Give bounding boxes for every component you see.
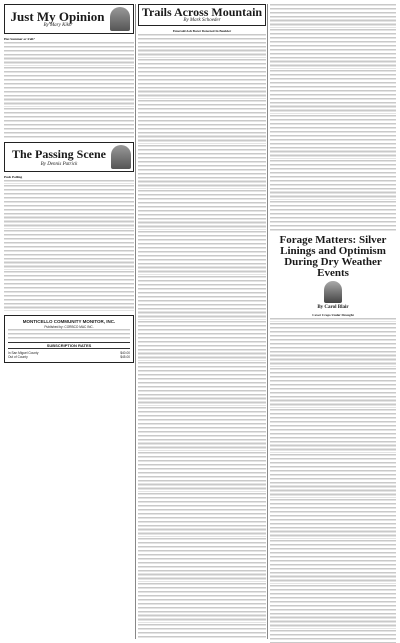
opinion-byline: By Mary Kiko xyxy=(43,22,72,28)
opinion-title: Just My Opinion xyxy=(10,8,105,24)
forage-title: Forage Matters: Silver Linings and Optimism During Dry Weather Events xyxy=(279,234,387,280)
forage-byline: By Carol Blair xyxy=(317,305,349,311)
publication-name: MONTICELLO COMMUNITY MONITOR, INC. xyxy=(22,318,116,324)
forage-header xyxy=(270,235,396,310)
column-right xyxy=(270,4,396,643)
forage-subhead: Cover Crops Under Drought xyxy=(312,313,354,318)
rate-row: Out of County $45.00 xyxy=(8,355,130,360)
passing-scene-title: The Passing Scene xyxy=(11,147,106,162)
subscription-rates-title: SUBSCRIPTION RATES xyxy=(8,342,130,349)
author-photo xyxy=(110,7,130,31)
passing-scene-subhead: Push Polling xyxy=(4,175,23,180)
trails-masthead xyxy=(138,4,266,26)
publication-info-box xyxy=(4,315,134,363)
column-middle xyxy=(138,4,266,640)
trails-subhead: Emerald Ash Borer Detected In Boulder xyxy=(172,29,232,33)
publisher-line: Published by: CORBCO MAC INC. xyxy=(44,324,94,329)
column-left xyxy=(4,4,134,363)
passing-scene-masthead xyxy=(4,142,134,172)
author-photo xyxy=(324,281,342,303)
opinion-masthead xyxy=(4,4,134,34)
column-rule xyxy=(267,4,268,639)
column-rule xyxy=(135,4,136,639)
passing-scene-byline: By Dennis Patrick xyxy=(40,162,78,168)
trails-title: Trails Across Mountain xyxy=(141,5,263,19)
trails-byline: By Mark Schoeder xyxy=(183,18,221,23)
author-photo xyxy=(111,145,131,169)
rate-row: In San Miguel County $40.00 xyxy=(8,351,130,356)
opinion-subhead: Hot Summer or Fall? xyxy=(4,37,35,41)
